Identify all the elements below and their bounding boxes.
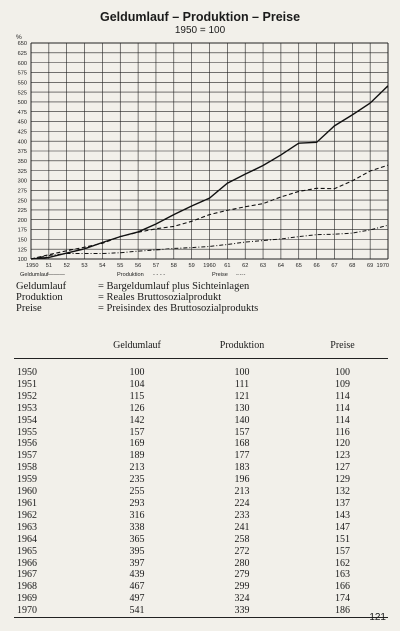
table-row <box>14 593 388 605</box>
cell-year: 1959 <box>17 474 37 486</box>
table-row <box>14 534 388 546</box>
cell-produktion: 279 <box>234 569 250 581</box>
y-tick-label: 225 <box>17 208 27 215</box>
y-tick-label: 575 <box>17 70 27 77</box>
cell-preise: 166 <box>335 581 350 593</box>
y-tick-label: 600 <box>17 60 27 67</box>
cell-preise: 123 <box>335 450 350 462</box>
cell-year: 1958 <box>17 462 37 474</box>
cell-geldumlauf: 397 <box>129 557 145 569</box>
cell-produktion: 121 <box>234 390 250 402</box>
x-tick-label: 53 <box>81 263 88 269</box>
y-tick-label: 350 <box>17 159 27 166</box>
legend-line-sample: ——— <box>48 272 65 278</box>
y-tick-label: 250 <box>17 198 27 205</box>
cell-preise: 157 <box>335 545 350 557</box>
cell-year: 1964 <box>17 533 37 545</box>
cell-produktion: 100 <box>234 367 250 378</box>
y-tick-label: 100 <box>17 257 27 264</box>
y-tick-label: 500 <box>17 100 27 107</box>
cell-preise: 143 <box>335 509 350 521</box>
cell-year: 1951 <box>17 378 37 390</box>
definition-term: Preise <box>16 303 42 314</box>
table-row <box>14 438 388 450</box>
legend-label: Geldumlauf <box>20 272 49 278</box>
cell-produktion: 280 <box>234 557 250 569</box>
cell-preise: 162 <box>335 557 350 569</box>
legend-line-sample: -·-·- <box>236 272 246 278</box>
y-tick-label: 475 <box>17 109 27 116</box>
x-tick-label: 64 <box>277 263 285 269</box>
y-tick-label: 275 <box>17 188 27 195</box>
cell-geldumlauf: 169 <box>129 438 145 450</box>
table-row <box>14 474 388 486</box>
cell-preise: 163 <box>335 569 350 581</box>
cell-produktion: 213 <box>234 486 250 498</box>
cell-geldumlauf: 439 <box>129 569 145 581</box>
table-row <box>14 403 388 415</box>
table-row <box>14 427 388 439</box>
cell-produktion: 157 <box>234 426 250 438</box>
table-row <box>14 450 388 462</box>
cell-year: 1966 <box>17 557 37 569</box>
cell-produktion: 111 <box>234 378 250 390</box>
table-header-row <box>14 332 388 359</box>
cell-year: 1965 <box>17 545 37 557</box>
cell-preise: 174 <box>335 593 350 605</box>
cell-year: 1961 <box>17 497 37 509</box>
y-tick-label: 150 <box>17 237 27 244</box>
definition-row <box>16 303 258 314</box>
cell-produktion: 339 <box>234 605 250 617</box>
cell-preise: 114 <box>335 414 350 426</box>
definition-row <box>16 292 258 303</box>
cell-geldumlauf: 115 <box>129 390 145 402</box>
cell-year: 1962 <box>17 509 37 521</box>
x-tick-label: 1950 <box>26 263 39 269</box>
cell-year: 1963 <box>17 521 37 533</box>
x-tick-label: 62 <box>242 263 249 269</box>
cell-geldumlauf: 142 <box>129 414 145 426</box>
cell-preise: 129 <box>335 474 350 486</box>
table-row <box>14 379 388 391</box>
table-row <box>14 510 388 522</box>
x-tick-label: 67 <box>331 263 338 269</box>
cell-geldumlauf: 293 <box>129 497 145 509</box>
data-table-container <box>14 332 388 618</box>
line-chart <box>0 0 400 280</box>
definition-text: = Bargeldumlauf plus Sichteinlagen <box>98 281 250 292</box>
cell-preise: 114 <box>335 390 350 402</box>
table-row <box>14 605 388 617</box>
cell-geldumlauf: 497 <box>129 593 145 605</box>
cell-preise: 132 <box>335 486 350 498</box>
cell-year: 1969 <box>17 593 37 605</box>
y-tick-label: 300 <box>17 178 27 185</box>
cell-geldumlauf: 213 <box>129 462 145 474</box>
cell-geldumlauf: 157 <box>129 426 145 438</box>
cell-produktion: 324 <box>234 593 250 605</box>
cell-preise: 120 <box>335 438 350 450</box>
x-tick-label: 63 <box>259 263 267 269</box>
cell-geldumlauf: 316 <box>129 509 145 521</box>
cell-year: 1952 <box>17 390 37 402</box>
header-produktion: Produktion <box>187 332 297 359</box>
cell-geldumlauf: 235 <box>129 474 145 486</box>
definition-term: Produktion <box>16 292 63 303</box>
y-tick-label: 125 <box>17 247 27 254</box>
x-tick-label: 54 <box>99 263 106 269</box>
cell-preise: 127 <box>335 462 350 474</box>
x-tick-label: 59 <box>188 263 195 269</box>
table-row <box>14 569 388 581</box>
cell-year: 1968 <box>17 581 37 593</box>
legend-line-sample: - - - - <box>153 272 166 278</box>
legend-label: Produktion <box>117 272 144 278</box>
cell-geldumlauf: 541 <box>129 605 145 617</box>
chart-title: Geldumlauf – Produktion – Preise <box>99 10 301 24</box>
page-number: 121 <box>369 612 386 623</box>
cell-produktion: 168 <box>234 438 250 450</box>
definition-row <box>16 281 258 292</box>
definition-text: = Preisindex des Bruttosozialprodukts <box>98 303 259 314</box>
table-row <box>14 359 388 379</box>
y-tick-label: 375 <box>17 149 27 156</box>
cell-preise: 116 <box>335 426 350 438</box>
cell-year: 1953 <box>17 402 37 414</box>
x-tick-label: 52 <box>63 263 70 269</box>
cell-geldumlauf: 467 <box>129 581 145 593</box>
x-tick-label: 55 <box>117 263 124 269</box>
definition-term: Geldumlauf <box>16 281 67 292</box>
y-tick-label: 325 <box>17 168 27 175</box>
y-tick-label: 625 <box>17 51 27 58</box>
legend-label: Preise <box>212 272 228 278</box>
table-row <box>14 498 388 510</box>
cell-preise: 114 <box>335 402 350 414</box>
cell-produktion: 233 <box>234 509 250 521</box>
y-tick-label: 550 <box>17 80 27 87</box>
table-row <box>14 462 388 474</box>
cell-year: 1955 <box>17 426 37 438</box>
x-tick-label: 58 <box>170 263 177 269</box>
x-tick-label: 69 <box>367 263 374 269</box>
x-tick-label: 56 <box>134 263 142 269</box>
cell-year: 1970 <box>17 605 37 617</box>
y-axis-label: % <box>16 34 22 41</box>
cell-geldumlauf: 365 <box>129 533 145 545</box>
y-tick-label: 425 <box>17 129 27 136</box>
cell-produktion: 130 <box>234 402 250 414</box>
cell-geldumlauf: 100 <box>129 367 145 378</box>
cell-preise: 100 <box>335 367 350 378</box>
y-tick-label: 175 <box>17 227 27 234</box>
y-tick-label: 525 <box>17 90 27 97</box>
cell-preise: 151 <box>335 533 350 545</box>
table-row <box>14 486 388 498</box>
cell-produktion: 196 <box>234 474 250 486</box>
x-tick-label: 68 <box>349 263 356 269</box>
table-row <box>14 558 388 570</box>
y-tick-label: 450 <box>17 119 27 126</box>
x-tick-label: 65 <box>295 263 302 269</box>
definition-text: = Reales Bruttosozialprodukt <box>98 292 222 303</box>
cell-geldumlauf: 189 <box>129 450 145 462</box>
table-row <box>14 391 388 403</box>
x-tick-label: 66 <box>313 263 320 269</box>
table-row <box>14 546 388 558</box>
cell-year: 1967 <box>17 569 37 581</box>
chart-subtitle: 1950 = 100 <box>174 25 226 36</box>
header-year <box>14 332 87 359</box>
data-table <box>14 332 388 618</box>
table-row <box>14 581 388 593</box>
cell-geldumlauf: 255 <box>129 486 145 498</box>
cell-year: 1954 <box>17 414 37 426</box>
cell-preise: 147 <box>335 521 350 533</box>
cell-year: 1957 <box>17 450 37 462</box>
x-tick-label: 1960 <box>203 263 216 269</box>
cell-produktion: 272 <box>234 545 250 557</box>
x-tick-label: 61 <box>224 263 231 269</box>
x-tick-label: 51 <box>45 263 52 269</box>
cell-geldumlauf: 338 <box>129 521 145 533</box>
cell-produktion: 258 <box>234 533 250 545</box>
cell-produktion: 241 <box>234 521 250 533</box>
header-preise: Preise <box>297 332 388 359</box>
cell-geldumlauf: 395 <box>129 545 145 557</box>
cell-preise: 186 <box>335 605 350 617</box>
y-tick-label: 650 <box>17 41 27 48</box>
cell-year: 1960 <box>17 486 37 498</box>
definitions-block <box>16 281 258 314</box>
cell-geldumlauf: 126 <box>129 402 145 414</box>
cell-geldumlauf: 104 <box>129 378 145 390</box>
table-row <box>14 415 388 427</box>
header-geldumlauf: Geldumlauf <box>87 332 187 359</box>
cell-produktion: 183 <box>234 462 250 474</box>
cell-produktion: 140 <box>234 414 250 426</box>
cell-produktion: 177 <box>234 450 250 462</box>
x-tick-label: 57 <box>152 263 160 269</box>
cell-produktion: 299 <box>234 581 250 593</box>
x-tick-label: 1970 <box>376 263 389 269</box>
cell-year: 1956 <box>17 438 37 450</box>
cell-preise: 109 <box>335 378 350 390</box>
y-tick-label: 200 <box>17 217 27 224</box>
cell-preise: 137 <box>335 497 350 509</box>
y-tick-label: 400 <box>17 139 27 146</box>
table-row <box>14 522 388 534</box>
cell-year: 1950 <box>17 367 37 378</box>
cell-produktion: 224 <box>234 497 250 509</box>
